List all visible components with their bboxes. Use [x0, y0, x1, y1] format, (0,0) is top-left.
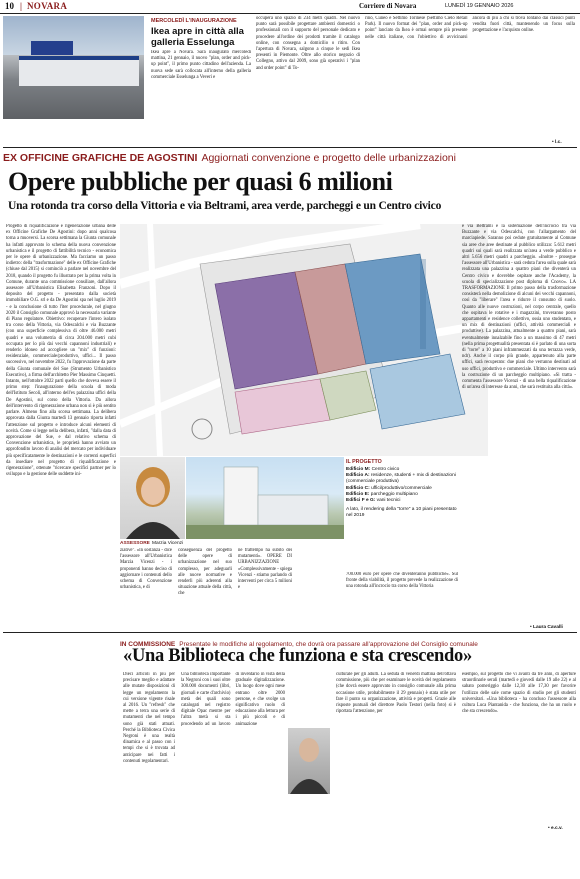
story3-kicker: IN COMMISSIONE	[120, 641, 176, 648]
legend-value: residenze, studenti + mix di destinazioni (commerciale produttiva)	[346, 473, 456, 485]
story2-subhead: Una rotonda tra corso della Vittoria e via Beltrami, area verde, parcheggi e un Centro civico	[8, 200, 442, 212]
newspaper-name: Corriere di Novara	[359, 2, 417, 10]
project-map	[120, 224, 488, 456]
tower-rendering	[186, 457, 344, 539]
story1-headline: Ikea apre in città alla galleria Esselunga	[151, 26, 244, 48]
legend-value: Centro civico	[371, 467, 400, 472]
portrait-caption: ASSESSORE	[120, 541, 150, 546]
story2-signature: • Laura Cavalli	[530, 625, 563, 630]
page-header	[0, 0, 580, 14]
legend-note: A lato, il rendering della "torre" a 10 piani presentato nel 2019	[346, 507, 457, 519]
story2-kicker-bar	[3, 147, 577, 163]
legend-key: Edificio C:	[346, 485, 370, 491]
section-name: NOVARA	[27, 1, 68, 11]
page-number: 10	[5, 1, 14, 11]
story2-headline: Opere pubbliche per quasi 6 milioni	[8, 167, 393, 196]
story3-signature: • e.c.v.	[548, 826, 563, 831]
legend-key: Edifici F e G:	[346, 498, 376, 504]
legend-key: Edificio E:	[346, 491, 370, 497]
story3-col4: esempio, sul progetto che vi avanti da tre anni, di aperture straordinarie serali (martedì e giovedì dalle 19 alle 22) e al sabato pomeriggio dalle 12,30 alle 17,30 per favorire l'utilizzo delle sale come spazio di studio per gli studenti universitari. «Una biblioteca - ha concluso l'assessore alla cultura Luca Piantanida - che funziona, che ha un ruolo e che sta crescendo».	[462, 672, 576, 715]
story2-col4: ne frattempo ha subito dei mutamenti». OPERE DI URBANIZZAZIONE «Complessivamente - spiega Vicenzi - stiamo parlando di interventi per circa 5 milioni e	[238, 548, 292, 591]
separator: |	[20, 1, 22, 11]
story3-col2: Una biblioteca importante la Negroni con i suoi oltre 300.000 documenti (libri, giornali e carte d'archivio) metà dei quali sono catalogati nel registro digitale Opac mentre per l'altra metà si sta procedendo ad un lavoro di inventario in vista della graduale digitalizzazione. Un luogo dove ogni mese entrano oltre 2000 persone, e che svolge un significativo ruolo di educazione alla lettura per i più piccoli e di animazione	[181, 672, 285, 727]
story2-col3: conseguenza del progetto delle opere di urbanizzazione nel suo complesso, per adeguarli alle nuove normative e renderli più aderenti alla situazione attuale della città, che	[178, 548, 232, 597]
legend-key: Edificio M:	[346, 467, 371, 472]
story3-kicker-tail: Presentate le modifiche al regolamento, che dovrà ora passare all'approvazione del Consiglio comunale	[179, 641, 478, 648]
story1-col3: rino, Cuneo e Settimo Torinese (Settimo Cielo Retail Park). Il nuovo format dei "plan, order and pick-up point" lanciato da Ikea è ormai sempre più presente nelle città italiane, con l'obiettivo di avvicinarsi ancora di più a chi si trova lontano dai classici punti vendita fuori città, mantenendo un focus sulla progettazione e l'acquisto online.	[365, 16, 575, 40]
legend-key: Edificio A:	[346, 473, 370, 479]
legend-value: vani tecnici	[376, 498, 401, 504]
story3-col1: Dieci articoli in più per precisare meglio e adattare alle mutate disposizioni di legge un regolamento la cui versione vigente risale al 2016. Un "refresh" che mette a terra una serie di mutamenti che nel tempo sono già stati attuati. Perché la Biblioteca Civica Negroni è una realtà dinamica e al passo con i tempi che si è trovata ad anticipare nei fatti i contenuti regolamentari.	[123, 672, 175, 764]
portrait-name: Marzia Vicenzi	[152, 541, 184, 546]
story3-headline: «Una Biblioteca che funziona e sta crescendo»	[123, 646, 472, 666]
story2-col2: ziative". «In sostanza - dice l'assessore all'Urbanistica Marzia Vicenzi - i proponenti hanno deciso di aggiornare i contenuti dello schema di Convenzione urbanistica, e di	[120, 548, 172, 591]
legend-title: IL PROGETTO	[346, 459, 382, 465]
story1-col1: Ikea apre a Novara. Sarà inaugurato mercoledì mattina, 21 gennaio, il nuovo "plan, order and pick-up point", il primo punto cittadino dell'azienda. La nuova sede sarà collocata all'interno della galleria commerciale Esselunga a Veveri e	[151, 50, 251, 80]
story3-col3: culturale per gli adulti. La seduta di venerdì mattina dell'ottava commissione, più che per esaminare le novità del regolamento (che dovrà essere approvato in consiglio comunale alla prima occasione utile, probabilmente il 29 gennaio) è stata utile per fare il punto su organizzazione, attività e progetti. Grazie alle risposte puntuali del direttore Paolo Testori (nella foto) si è riportata l'attenzione, per	[336, 672, 456, 715]
story1-kicker: MERCOLEDÌ L'INAUGURAZIONE	[151, 18, 237, 24]
project-legend	[346, 459, 458, 520]
story2-col1: Progetto di riqualificazione e rigenerazione urbana delle ex Officine Grafiche De Agostini: dopo anni qualcosa torna a muoversi. La scorsa settimana la Giunta comunale ha infatti approvato lo schema della nuova convenzione urbanistica e il progetto di fattibilità tecnico - economica per le opere di urbanizzazione. Ma facciamo un passo indietro: della "trasformazione" delle ex Officine Grafiche (chiuse dal 2015) si cominciò a parlare nel novembre del 2018, quando il progetto fu illustrato per la prima volta in Comune, durante una commissione consiliare, dall'allora assessore all'Urbanistica Elisabetta Franzoni. Dopo il deposito del progetto - presentato dalla società immobiliare O.G. srl e da De Agostini spa nel luglio 2019 - e la conclusione di tutto l'iter procedurale, nel giugno 2020 il Consiglio comunale approvò la necessaria variante di Piano regolatore. Obiettivo: recuperare l'intero isolato tra corso della Vittoria, via Odescalchi e via Buzzante (con una superficie complessiva di oltre 46.000 metri quadri e una volumetria di circa 204.000 metri cubi occupata per lo più dai vecchi capannoni industriali) e renderlo idoneo ad accogliere un "mix" di funzioni: residenziale, commerciale/produttivo, uffici... Il passo successivo, nel novembre 2022, fu l'approvazione da parte della Giunta comunale del Sue (Strumento Urbanistico Esecutivo), a firma dell'architetto Pier Massimo Cinquetti. Intanto, nell'ottobre 2022 partì quello che doveva essere il primo step: l'inaugurazione della scuola di moda dell'Istituto Secoli, all'interno dell'ex palazzina uffici della De Agostini, sul corso della Vittoria. Da allora dell'intervento di rigenerazione urbana non si è più sentito parlare. Almeno fino alla scorsa settimana. La delibera approvata dalla Giunta martedì 13 gennaio riporta infatti l'attenzione sul progetto e introduce alcuni elementi di novità. Come si legge nella delibera, infatti, "dalla data di approvazione del Sue, e dal relativo schema di Convenzione urbanistica, le proprietà hanno avviato un approfondito lavoro di analisi del mercato per individuare più specificatamente le destinazioni e le correnti superfici da insediare nel progetto di riqualificazione e rigenerazione", ottenute "ricercare specifici partner per lo sviluppo e la gestione delle suddette ini-	[6, 224, 116, 478]
story2-col5: 700.000 euro per opere che diventeranno pubbliche». Sul fronte della viabilità, il progetto prevede la realizzazione di una rotonda all'incrocio tra corso della Vittoria	[346, 572, 458, 590]
story1-col2: occuperà uno spazio di 234 metri quadri. Nel nuovo punto sarà possibile progettare ambienti domestici o professionali con il supporto del personale dedicato e procedere all'ordine dei prodotti tramite il catalogo online, con consegna a domicilio o ritiro. Con l'apertura di Novara, salgono a cinque le sedi Ikea presenti in Piemonte. Oltre allo storico negozio di Collegno, attivo dal 2009, sono già operativi i "plan and order point" di To-	[256, 16, 360, 71]
story2-kicker-tail: Aggiornati convenzione e progetto delle urbanizzazioni	[201, 152, 456, 164]
story2-col6: e via Beltrami e la sistemazione dell'incrocio tra via Buzzante e via Odescalchi, con l'allargamento del marciapiede. Saranno poi cedute gratuitamente al Comune sia aree che aree destinate al pubblico utilizzo: 5.612 metri quadri sui quali sarà realizzata un'area a verde pubblico e altri 5.656 metri quadri a parcheggio. «Inoltre - prosegue l'assessore all'Urbanistica - sarà ceduta l'area sulla quale sarà realizzata una palazzina a quattro piani che diventerà un Centro civico e dovrebbe ospitare anche l'Academy, la scuola di specializzazione post diploma di Cnovo». LA TRASFORMAZIONE Il primo passo della trasformazione consisterà nella demolizione di alcuni dei vecchi capannoni, così da "liberare" l'area e ridurre il consumo di suolo. Quanto alle nuove costruzioni, nel corpo centrale, quello che ospitava le rotative e i magazzini, troveranno posto appartamenti e residence collettivo, ossia uno studentato, e un mix di destinazioni (uffici, attività commerciali e produttive). La palazzina, attualmente a quattro piani, sarà eventualmente innalzabile fino a un massimo di 47 metri (nella prima progettualità presentata si è parlato di una sorta di "torre" a 10 piani inframmezzati da una terrazza verde, ndr). Anche il corpo più grande, appartenuto alla parte uffici, sarà recuperato: due piani che verranno destinati ad uso uffici, produttivo e commerciale. Ultimo intervento sarà la costruzione di un parcheggio multipiano. «Si tratta - commenta l'assessore Vicenzi - di una bella riqualificazione di un'area di interesse da anni, che sarà restituita alla città».	[462, 224, 576, 391]
story2-kicker: EX OFFICINE GRAFICHE DE AGOSTINI	[3, 152, 198, 164]
esselunga-photo	[3, 16, 144, 119]
legend-value: uffici/produttivo/commerciale	[371, 485, 432, 491]
story3-kicker-bar	[3, 632, 577, 648]
story1-signature: • l.c.	[552, 140, 562, 145]
assessor-portrait	[120, 457, 185, 539]
issue-date: LUNEDÌ 19 GENNAIO 2026	[445, 3, 514, 9]
legend-value: parcheggio multipiano	[370, 491, 418, 497]
director-photo	[288, 728, 330, 794]
